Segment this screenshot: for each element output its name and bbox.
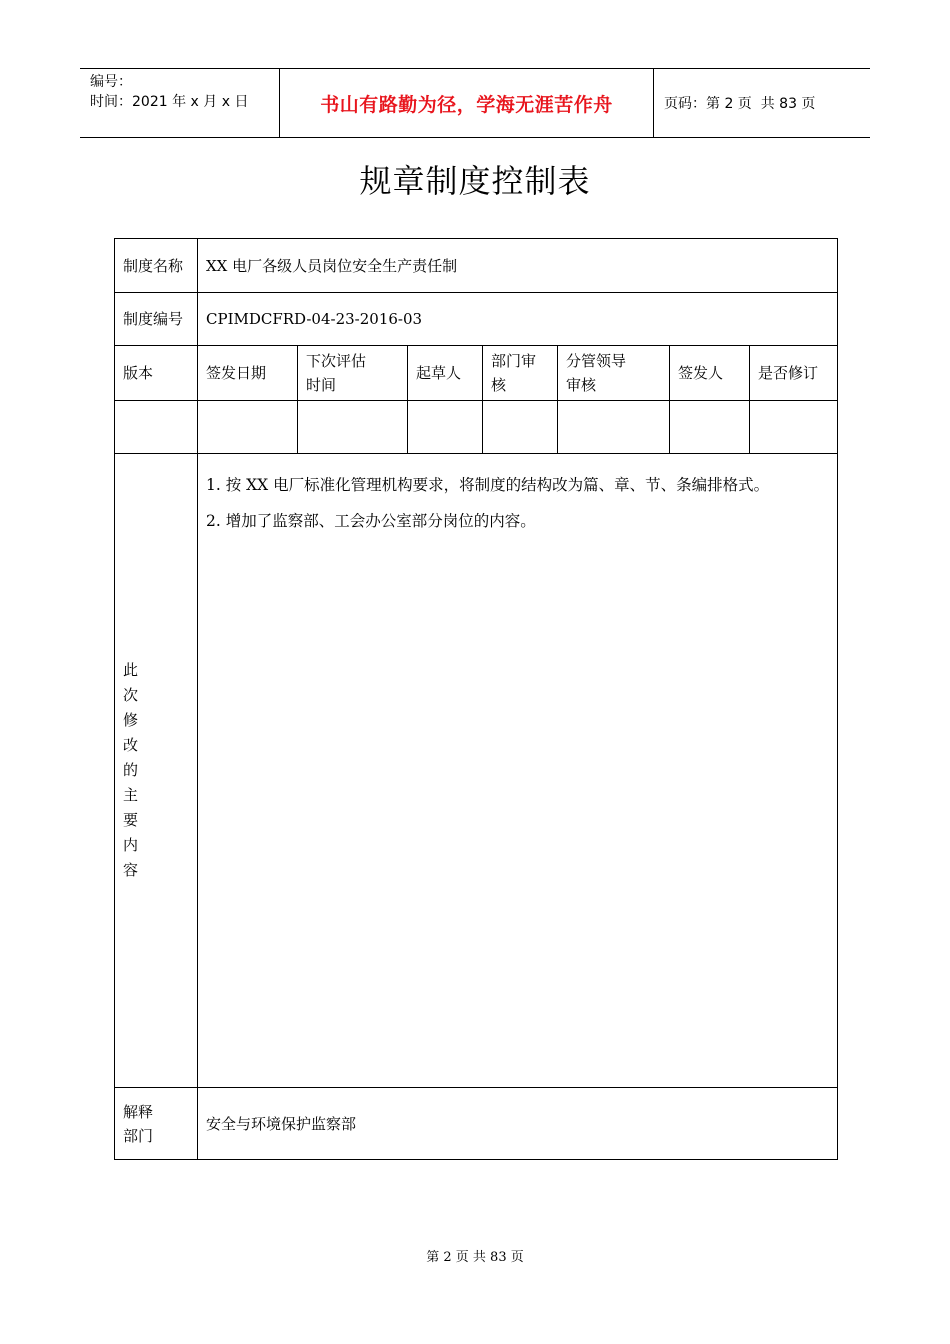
table-cell: [483, 401, 558, 454]
date-label: 时间：2021 年 x 月 x 日: [90, 94, 249, 110]
table-cell: [408, 401, 483, 454]
header-meta: [80, 69, 280, 137]
page-info: 页码：第 2 页 共 83 页: [664, 96, 816, 112]
column-header: 下次评估时间: [298, 346, 408, 401]
content-label: 此次修改的主要内容: [123, 661, 139, 879]
column-header: 签发日期: [198, 346, 298, 401]
motto: 书山有路勤为径，学海无涯苦作舟: [280, 69, 654, 137]
dept-value: 安全与环境保护监察部: [198, 1088, 838, 1160]
name-label-cell: [115, 239, 198, 293]
table-cell: [298, 401, 408, 454]
table-cell: [198, 401, 298, 454]
page-footer: 第 2 页 共 83 页: [426, 1250, 524, 1265]
page-title: 规章制度控制表: [359, 162, 591, 200]
table-row: [115, 401, 838, 454]
table-row: [115, 1088, 838, 1160]
content-cell: [198, 454, 838, 1088]
table-cell: [558, 401, 670, 454]
column-header: 起草人: [408, 346, 483, 401]
table-row: [115, 293, 838, 346]
column-header: 分管领导审核: [558, 346, 670, 401]
content-item: 2. 增加了监察部、工会办公室部分岗位的内容。: [206, 512, 536, 530]
table-cell: [670, 401, 750, 454]
content-item: 1. 按 XX 电厂标准化管理机构要求，将制度的结构改为篇、章、节、条编排格式。: [206, 476, 770, 494]
column-header: 版本: [115, 346, 198, 401]
table-header-row: [115, 346, 838, 401]
table-row: [115, 239, 838, 293]
code-label: 制度编号: [123, 310, 184, 328]
table-cell: [750, 401, 838, 454]
code-label: 编号：: [90, 74, 132, 90]
column-header: 签发人: [670, 346, 750, 401]
table-row: [115, 454, 838, 1088]
code-value: CPIMDCFRD-04-23-2016-03: [198, 293, 838, 346]
column-header: 部门审核: [483, 346, 558, 401]
name-value: XX 电厂各级人员岗位安全生产责任制: [198, 239, 838, 293]
header-page-info: [654, 69, 870, 137]
dept-label: 解释部门: [123, 1102, 154, 1145]
content-label-cell: [115, 454, 198, 1088]
control-table: [114, 238, 838, 1160]
dept-label-cell: [115, 1088, 198, 1160]
document-header: [80, 68, 870, 138]
name-label: 制度名称: [123, 256, 184, 275]
table-cell: [115, 401, 198, 454]
code-label-cell: [115, 293, 198, 346]
column-header: 是否修订: [750, 346, 838, 401]
